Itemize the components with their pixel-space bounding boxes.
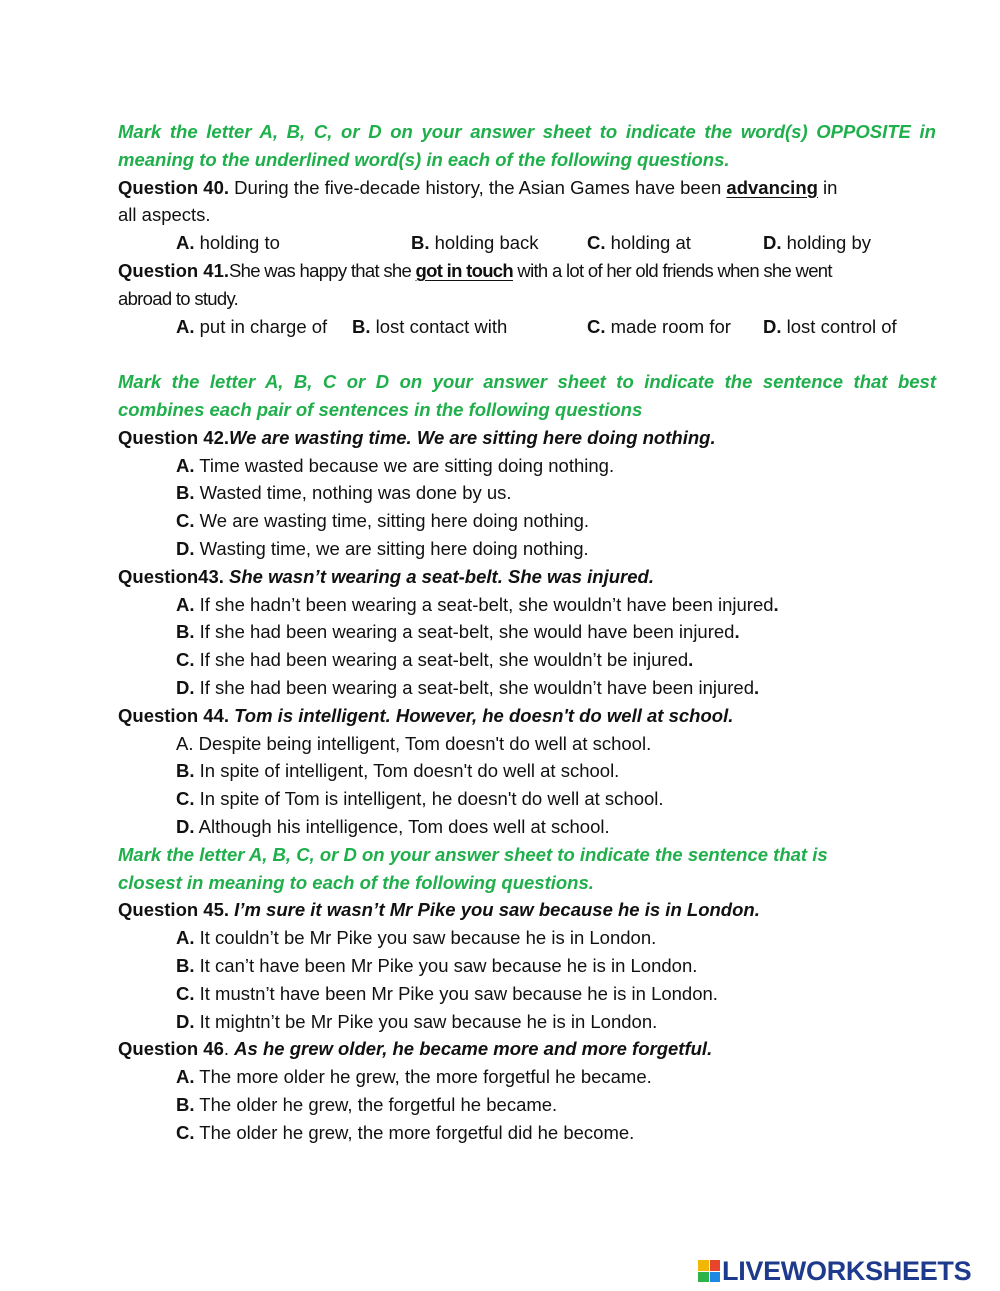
question-40-line2: all aspects. bbox=[118, 204, 211, 226]
underlined-word: advancing bbox=[726, 176, 818, 198]
question-41-line2: abroad to study. bbox=[118, 287, 239, 309]
option-c[interactable]: C. In spite of Tom is intelligent, he doesn't do well at school. bbox=[176, 788, 664, 810]
question-label: Question 40. bbox=[118, 176, 230, 198]
section1-instruction-line2: meaning to the underlined word(s) in each of the following questions. bbox=[118, 148, 730, 170]
option-d[interactable]: D. It mightn’t be Mr Pike you saw because he is in London. bbox=[176, 1010, 658, 1032]
question-44 bbox=[118, 702, 936, 730]
option-b[interactable]: B. The older he grew, the forgetful he became. bbox=[176, 1093, 558, 1115]
option-c[interactable]: C. The older he grew, the more forgetful did he become. bbox=[176, 1121, 635, 1143]
underlined-phrase: got in touch bbox=[415, 259, 513, 281]
option-b[interactable]: B. It can’t have been Mr Pike you saw because he is in London. bbox=[176, 954, 698, 976]
question-text: with a lot of her old friends when she went bbox=[512, 259, 832, 281]
option-a[interactable]: A. Time wasted because we are sitting doing nothing. bbox=[176, 454, 615, 476]
question-41 bbox=[118, 257, 936, 285]
option-d[interactable]: D. If she had been wearing a seat-belt, she wouldn’t have been injured. bbox=[176, 676, 760, 698]
section2-instruction-line2: combines each pair of sentences in the following questions bbox=[118, 398, 643, 420]
question-separator: . bbox=[223, 1038, 235, 1060]
question-text: She was happy that she bbox=[229, 259, 416, 281]
worksheet-page bbox=[118, 118, 936, 1146]
question-prompt: We are wasting time. We are sitting here doing nothing. bbox=[229, 426, 716, 448]
option-d[interactable]: D. Although his intelligence, Tom does well at school. bbox=[176, 815, 610, 837]
liveworksheets-logo-icon bbox=[698, 1260, 720, 1282]
question-45 bbox=[118, 896, 936, 924]
liveworksheets-logo bbox=[698, 1256, 971, 1286]
option-c[interactable]: C. holding at bbox=[587, 232, 691, 254]
option-c[interactable]: C. We are wasting time, sitting here doing nothing. bbox=[176, 510, 590, 532]
option-a[interactable]: A. put in charge of bbox=[176, 315, 328, 337]
question-prompt: Tom is intelligent. However, he doesn't do well at school. bbox=[229, 704, 734, 726]
option-d[interactable]: D. holding by bbox=[763, 232, 871, 254]
question-40-options bbox=[118, 229, 936, 257]
question-label: Question 46 bbox=[118, 1038, 224, 1060]
logo-square-3 bbox=[698, 1272, 709, 1283]
option-a[interactable]: A. holding to bbox=[176, 232, 280, 254]
option-c[interactable]: C. made room for bbox=[587, 315, 731, 337]
option-a[interactable]: A. It couldn’t be Mr Pike you saw because he is in London. bbox=[176, 927, 657, 949]
question-label: Question 45. bbox=[118, 899, 230, 921]
question-prompt: As he grew older, he became more and more forgetful. bbox=[234, 1038, 713, 1060]
option-c[interactable]: C. If she had been wearing a seat-belt, she wouldn’t be injured. bbox=[176, 649, 694, 671]
question-label: Question 44. bbox=[118, 704, 230, 726]
question-label: Question 41. bbox=[118, 259, 230, 281]
logo-square-1 bbox=[698, 1260, 709, 1271]
question-label: Question43. bbox=[118, 565, 224, 587]
question-prompt: She wasn’t wearing a seat-belt. She was injured. bbox=[223, 565, 654, 587]
option-d[interactable]: D. lost control of bbox=[763, 315, 897, 337]
option-a[interactable]: A. If she hadn’t been wearing a seat-belt, she wouldn’t have been injured. bbox=[176, 593, 779, 615]
logo-square-4 bbox=[710, 1272, 721, 1283]
question-41-options bbox=[118, 313, 936, 341]
section3-instruction-line2: closest in meaning to each of the following questions. bbox=[118, 871, 594, 893]
question-text: During the five-decade history, the Asian Games have been bbox=[229, 176, 727, 198]
question-prompt: I’m sure it wasn’t Mr Pike you saw because he is in London. bbox=[229, 899, 760, 921]
option-a[interactable]: A. The more older he grew, the more forgetful he became. bbox=[176, 1066, 652, 1088]
option-c[interactable]: C. It mustn’t have been Mr Pike you saw because he is in London. bbox=[176, 982, 718, 1004]
question-label: Question 42. bbox=[118, 426, 230, 448]
section3-instruction-line1: Mark the letter A, B, C, or D on your answer sheet to indicate the sentence that is bbox=[118, 843, 828, 865]
section1-instruction-line1: Mark the letter A, B, C, or D on your answer sheet to indicate the word(s) OPPOSITE in bbox=[118, 121, 936, 142]
logo-square-2 bbox=[710, 1260, 721, 1271]
option-b[interactable]: B. holding back bbox=[411, 232, 539, 254]
question-40 bbox=[118, 174, 936, 202]
option-b[interactable]: B. lost contact with bbox=[352, 315, 508, 337]
section2-instruction-line1: Mark the letter A, B, C or D on your answer sheet to indicate the sentence that best bbox=[118, 371, 936, 393]
option-b[interactable]: B. Wasted time, nothing was done by us. bbox=[176, 482, 512, 504]
option-a[interactable]: A. Despite being intelligent, Tom doesn't do well at school. bbox=[176, 732, 652, 754]
option-b[interactable]: B. In spite of intelligent, Tom doesn't do well at school. bbox=[176, 760, 620, 782]
question-46 bbox=[118, 1035, 936, 1063]
option-d[interactable]: D. Wasting time, we are sitting here doing nothing. bbox=[176, 537, 589, 559]
question-43 bbox=[118, 563, 936, 591]
logo-text: LIVEWORKSHEETS bbox=[722, 1255, 972, 1286]
option-b[interactable]: B. If she had been wearing a seat-belt, she would have been injured. bbox=[176, 621, 740, 643]
question-text: in bbox=[817, 176, 838, 198]
question-42 bbox=[118, 424, 936, 452]
spacer bbox=[118, 340, 936, 368]
